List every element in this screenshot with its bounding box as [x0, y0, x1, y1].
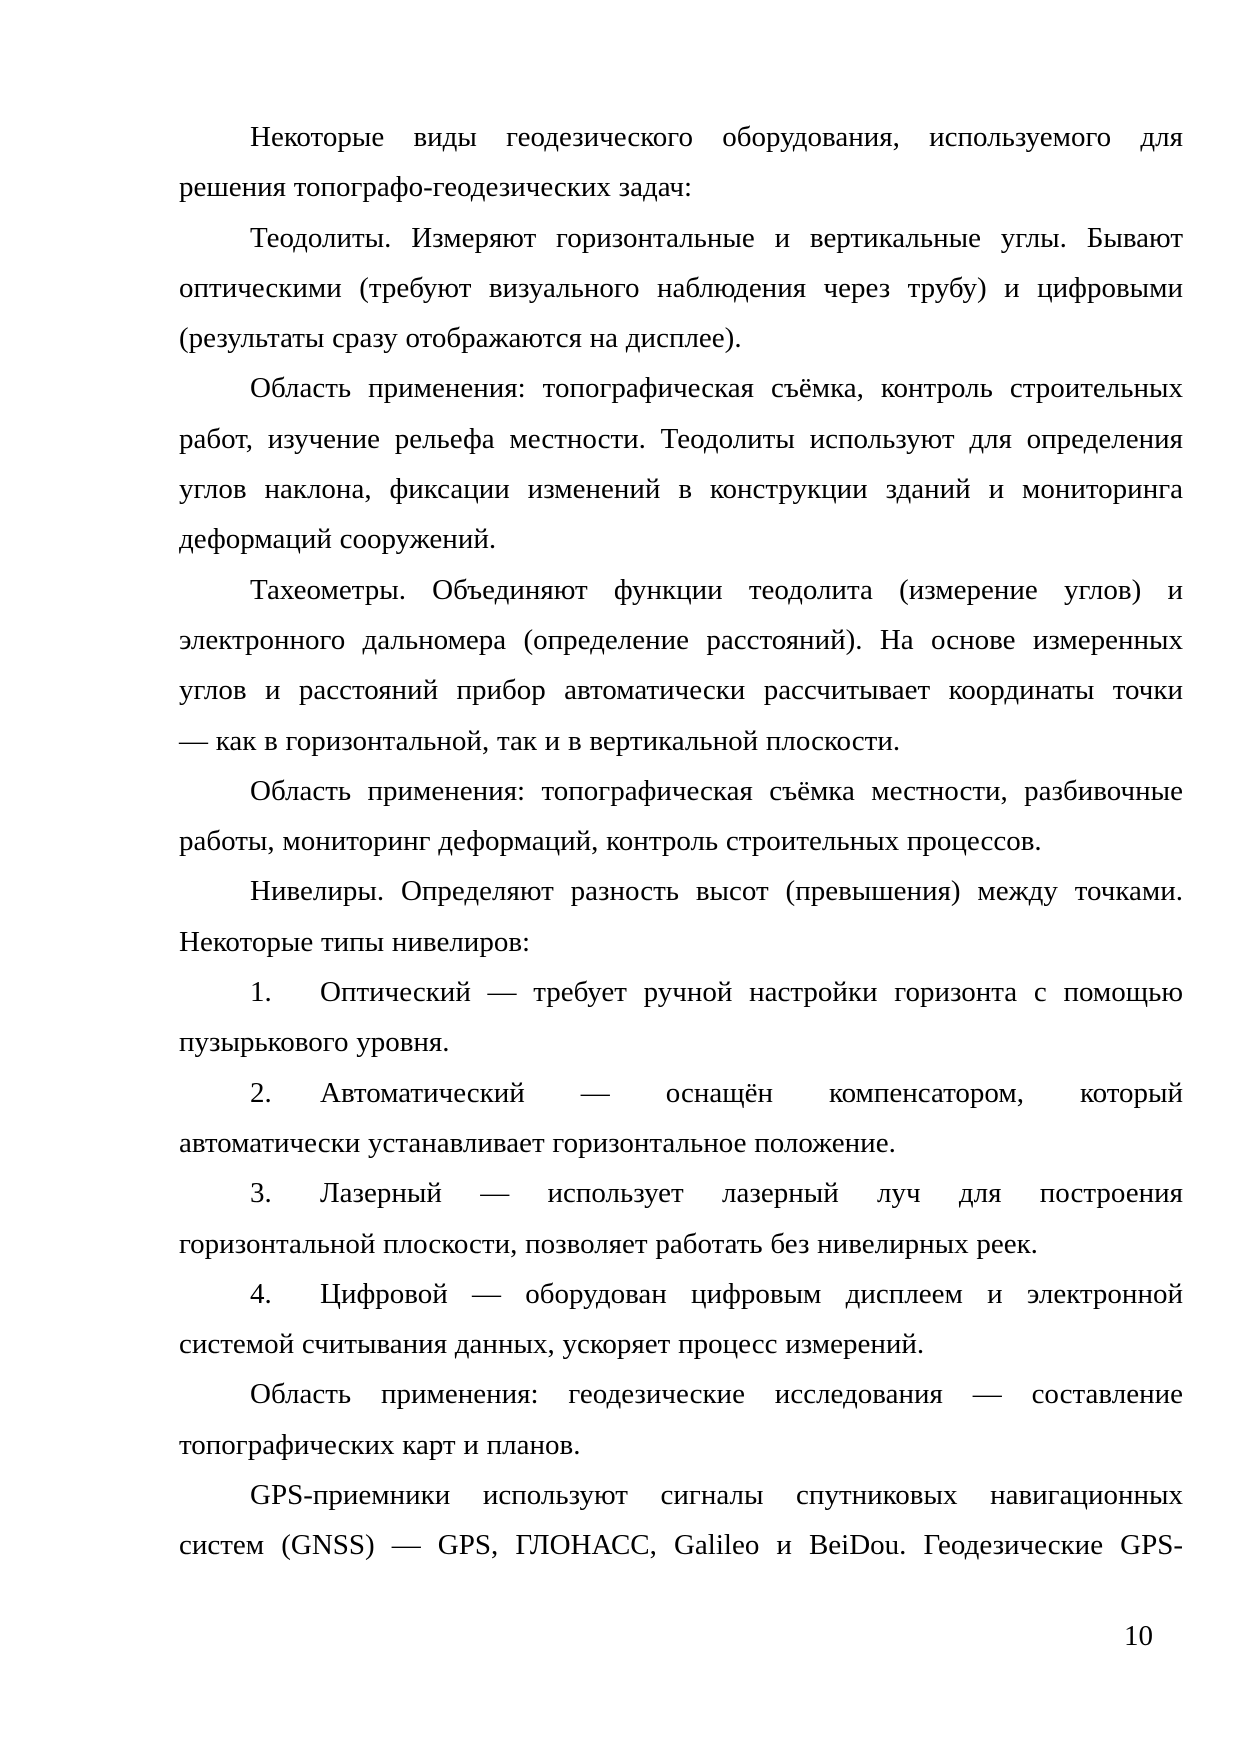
text-line: пузырькового уровня. — [179, 1026, 450, 1059]
text-line: Некоторые виды геодезического оборудования, используемого для — [250, 121, 1183, 153]
text-line: систем (GNSS) — GPS, ГЛОНАСС, Galileo и BeiDou. Геодезические GPS- — [179, 1529, 1183, 1562]
text-line: углов наклона, фиксации изменений в конструкции зданий и мониторинга — [179, 473, 1183, 506]
text-line: GPS-приемники используют сигналы спутниковых навигационных — [250, 1479, 1183, 1512]
text-line: (результаты сразу отображаются на дисплее). — [179, 322, 742, 355]
text-line: Область применения: геодезические исследования — составление — [250, 1378, 1183, 1411]
text-line: Область применения: топографическая съёмка, контроль строительных — [250, 372, 1183, 405]
text-line: Некоторые типы нивелиров: — [179, 925, 531, 958]
list-item — [179, 1269, 1183, 1370]
text-line: Область применения: топографическая съёмка местности, разбивочные — [250, 774, 1183, 807]
text-line: автоматически устанавливает горизонтальное положение. — [179, 1126, 896, 1159]
paragraph — [179, 1470, 1183, 1571]
text-line: решения топографо-геодезических задач: — [179, 171, 693, 204]
text-line: системой считывания данных, ускоряет процесс измерений. — [179, 1328, 925, 1361]
list-number: 3. — [250, 1177, 272, 1210]
text-line — [179, 1269, 1183, 1319]
text-line: Тахеометры. Объединяют функции теодолита (измерение углов) и — [250, 573, 1183, 606]
list-number: 4. — [250, 1277, 272, 1310]
page-number: 10 — [1124, 1620, 1153, 1652]
list-number: 2. — [250, 1076, 272, 1109]
paragraph — [179, 766, 1183, 867]
list-item — [179, 1068, 1183, 1169]
text-line: работы, мониторинг деформаций, контроль строительных процессов. — [179, 825, 1042, 858]
paragraph — [179, 112, 1183, 213]
text-line: деформаций сооружений. — [179, 523, 497, 556]
text-line: оптическими (требуют визуального наблюдения через трубу) и цифровыми — [179, 271, 1183, 304]
list-number: 1. — [250, 976, 272, 1009]
document-body — [179, 112, 1183, 1571]
text-line: Теодолиты. Измеряют горизонтальные и вертикальные углы. Бывают — [250, 221, 1183, 254]
text-line: — как в горизонтальной, так и в вертикальной плоскости. — [179, 724, 901, 757]
paragraph — [179, 363, 1183, 564]
list-text: Лазерный — использует лазерный луч для построения — [320, 1177, 1183, 1210]
list-item — [179, 967, 1183, 1068]
text-line: горизонтальной плоскости, позволяет работать без нивелирных реек. — [179, 1227, 1038, 1260]
list-item — [179, 1168, 1183, 1269]
text-line: работ, изучение рельефа местности. Теодолиты используют для определения — [179, 422, 1183, 455]
text-line: Нивелиры. Определяют разность высот (превышения) между точками. — [250, 875, 1183, 908]
paragraph — [179, 866, 1183, 967]
list-text: Оптический — требует ручной настройки горизонта с помощью — [320, 976, 1183, 1009]
paragraph — [179, 213, 1183, 364]
list-text: Автоматический — оснащён компенсатором, который — [320, 1076, 1183, 1109]
text-line: электронного дальномера (определение расстояний). На основе измеренных — [179, 623, 1183, 656]
text-line — [179, 1068, 1183, 1118]
text-line — [179, 967, 1183, 1017]
text-line: углов и расстояний прибор автоматически рассчитывает координаты точки — [179, 674, 1183, 707]
text-line — [179, 1168, 1183, 1218]
paragraph — [179, 1369, 1183, 1470]
text-line: топографических карт и планов. — [179, 1428, 581, 1461]
list-text: Цифровой — оборудован цифровым дисплеем и электронной — [320, 1277, 1183, 1310]
paragraph — [179, 565, 1183, 766]
